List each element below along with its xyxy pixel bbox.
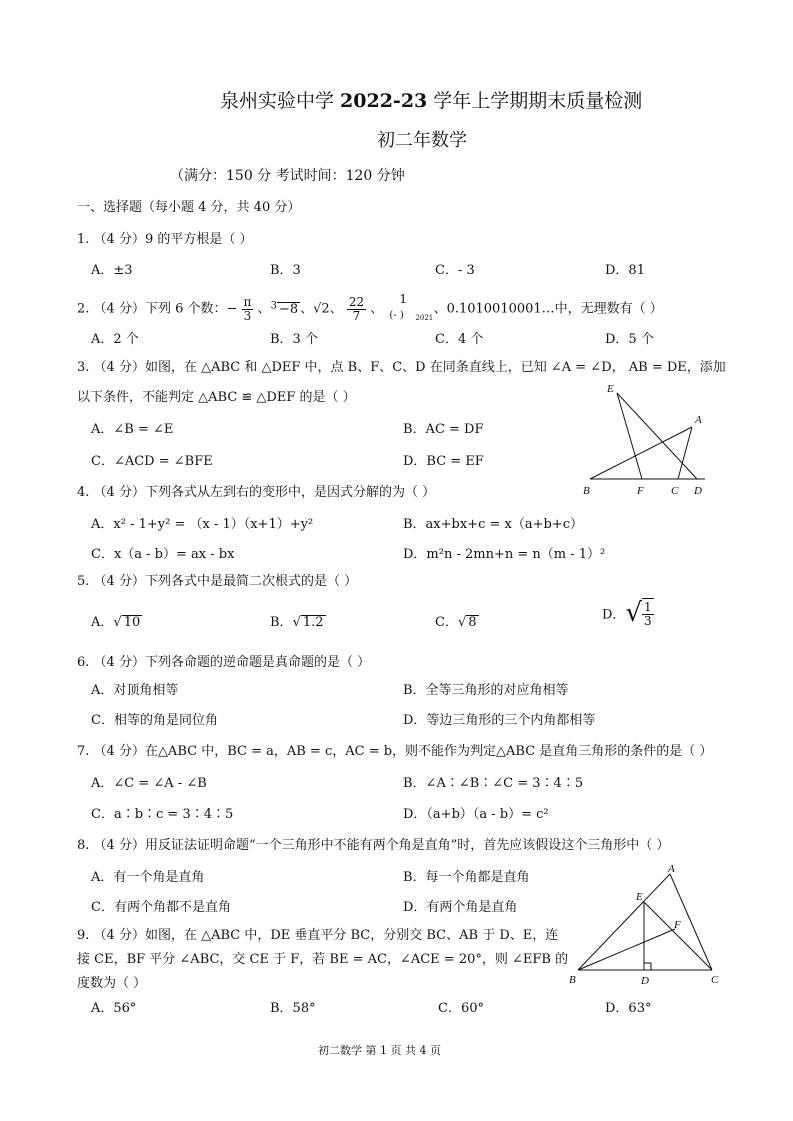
sep: 、 <box>329 301 343 317</box>
label-E: E <box>636 891 643 903</box>
q1-option-c[interactable]: C．- 3 <box>435 263 475 278</box>
option-letter: D． <box>602 607 626 623</box>
q5-option-c[interactable] <box>435 611 479 630</box>
question-4: 4. （4 分）下列各式从左到右的变形中，是因式分解的为（ ） <box>77 485 436 500</box>
q6-option-d[interactable]: D．等边三角形的三个内角都相等 <box>403 713 596 728</box>
q7-option-a[interactable]: A．∠C = ∠A - ∠B <box>91 776 207 791</box>
q2-option-c[interactable]: C．4 个 <box>435 332 484 347</box>
page-footer: 初二数学 第 1 页 共 4 页 <box>318 1044 441 1057</box>
q4-option-c[interactable]: C．x（a - b）= ax - bx <box>91 547 235 562</box>
section-heading: 一、选择题（每小题 4 分，共 40 分） <box>77 200 301 215</box>
q4-option-d[interactable]: D．m²n - 2mn+n = n（m - 1）² <box>403 547 606 562</box>
exam-meta: （满分：150 分 考试时间：120 分钟 <box>170 168 405 184</box>
question-6: 6. （4 分）下列各命题的逆命题是真命题的是（ ） <box>77 655 371 670</box>
q5-option-a[interactable] <box>91 611 142 630</box>
q9-option-a[interactable]: A．56° <box>91 1001 137 1016</box>
q6-option-b[interactable]: B．全等三角形的对应角相等 <box>403 683 569 698</box>
q1-option-d[interactable]: D．81 <box>605 263 645 278</box>
sep: 、 <box>257 301 271 317</box>
q8-option-b[interactable]: B．每一个角都是直角 <box>403 870 530 885</box>
label-A: A <box>695 414 702 426</box>
power-num: 1 <box>399 292 408 306</box>
q9-triangle-figure <box>560 862 730 990</box>
q7-option-c[interactable]: C．a∶b∶c = 3∶4∶5 <box>91 807 234 822</box>
label-E: E <box>607 383 614 395</box>
option-letter: C． <box>435 615 458 630</box>
radicand-fraction <box>642 598 654 628</box>
label-B: B <box>569 974 576 986</box>
q6-option-a[interactable]: A．对顶角相等 <box>91 683 179 698</box>
label-F: F <box>637 485 644 497</box>
q2-option-a[interactable]: A．2 个 <box>91 332 139 347</box>
exam-title <box>220 86 642 113</box>
q3-option-d[interactable]: D．BC = EF <box>403 454 484 469</box>
question-9-line2: 接 CE，BF 平分 ∠ABC，交 CE 于 F，若 BE = AC，∠ACE = 20°，则 ∠EFB 的 <box>77 952 569 967</box>
option-letter: B． <box>270 615 293 630</box>
q3-option-c[interactable]: C．∠ACD = ∠BFE <box>91 454 213 469</box>
q1-option-a[interactable]: A．±3 <box>91 263 133 278</box>
title-exam: 学年上学期期末质量检测 <box>427 90 643 112</box>
q5-option-d[interactable] <box>602 598 654 628</box>
q9-option-d[interactable]: D．63° <box>605 1001 652 1016</box>
frac-den: 3 <box>644 614 652 628</box>
question-8: 8. （4 分）用反证法证明命题“一个三角形中不能有两个角是直角”时，首先应该假设这个三角形中（ ） <box>77 838 670 853</box>
sqrt-sign: √ <box>113 615 122 630</box>
radicand: 8 <box>468 615 477 630</box>
q4-option-b[interactable]: B．ax+bx+c = x（a+b+c） <box>403 517 583 532</box>
q7-option-b[interactable]: B．∠A∶∠B∶∠C = 3∶4∶5 <box>403 776 584 791</box>
exam-subtitle: 初二年数学 <box>377 130 467 151</box>
question-2 <box>77 294 663 324</box>
q3-option-a[interactable]: A．∠B = ∠E <box>91 422 174 437</box>
frac-num: π <box>243 294 252 309</box>
sqrt2: √2 <box>313 301 330 317</box>
q9-option-b[interactable]: B．58° <box>270 1001 316 1016</box>
q3-triangle-figure <box>575 378 720 500</box>
q1-option-b[interactable]: B．3 <box>270 263 301 278</box>
q4-option-a[interactable]: A．x² - 1+y² = （x - 1）（x+1）+y² <box>91 517 314 532</box>
radicand: 10 <box>123 615 141 630</box>
q2-option-b[interactable]: B．3 个 <box>270 332 318 347</box>
label-B: B <box>583 485 590 497</box>
question-3-line1: 3. （4 分）如图，在 △ABC 和 △DEF 中，点 B、F、C、D 在同条直线上，已知 ∠A = ∠D， AB = DE，添加 <box>77 360 726 375</box>
q8-option-a[interactable]: A．有一个角是直角 <box>91 870 205 885</box>
radicand: 1.2 <box>302 615 324 630</box>
title-school: 泉州实验中学 <box>220 90 341 112</box>
frac-num: 22 <box>348 294 365 309</box>
question-5: 5. （4 分）下列各式中是最简二次根式的是（ ） <box>77 574 358 589</box>
power-base: (- ) <box>389 310 404 321</box>
power-exp: 2021 <box>415 314 434 322</box>
q6-option-c[interactable]: C．相等的角是同位角 <box>91 713 218 728</box>
question-1: 1. （4 分）9 的平方根是（ ） <box>77 232 253 247</box>
label-D: D <box>694 485 702 497</box>
q2-lead: 2. （4 分）下列 6 个数：− <box>77 301 238 317</box>
q9-option-c[interactable]: C．60° <box>438 1001 484 1016</box>
q8-option-c[interactable]: C．有两个角都不是直角 <box>91 900 231 915</box>
frac-den: 7 <box>352 308 361 323</box>
title-year: 2022-23 <box>340 90 428 112</box>
q7-option-d[interactable]: D．（a+b）（a - b）= c² <box>403 807 549 822</box>
label-A: A <box>668 863 675 875</box>
sep: 、 <box>300 301 314 317</box>
q5-option-b[interactable] <box>270 611 326 630</box>
question-9-line1: 9. （4 分）如图，在 △ABC 中，DE 垂直平分 BC，分别交 BC、AB 于 D、E，连 <box>77 928 559 943</box>
neg-power <box>387 292 434 324</box>
frac-num: 1 <box>644 600 652 614</box>
sep: 、 <box>370 301 384 317</box>
sqrt-sign: √ <box>457 615 467 630</box>
sqrt-sign: √ <box>292 615 301 630</box>
question-3-line2: 以下条件，不能判定 △ABC ≌ △DEF 的是（ ） <box>77 390 356 405</box>
22-over-7 <box>347 296 366 323</box>
label-D: D <box>641 975 649 987</box>
cbrt-radicand: −8 <box>278 301 299 317</box>
cbrt-index: 3 <box>270 300 277 312</box>
sqrt-sign: √ <box>625 598 643 628</box>
question-7: 7. （4 分）在△ABC 中，BC = a，AB = c，AC = b，则不能作为判定△ABC 是直角三角形的条件的是（ ） <box>77 744 713 759</box>
q2-tail: 、0.1010010001…中，无理数有（ ） <box>433 301 663 317</box>
q3-option-b[interactable]: B．AC = DF <box>403 422 484 437</box>
q2-option-d[interactable]: D．5 个 <box>605 332 654 347</box>
q8-option-d[interactable]: D．有两个角是直角 <box>403 900 518 915</box>
pi-over-3 <box>242 296 254 323</box>
label-C: C <box>671 485 679 497</box>
question-9-line3: 度数为（ ） <box>77 976 147 991</box>
label-C: C <box>711 974 719 986</box>
label-F: F <box>674 919 681 931</box>
frac-den: 3 <box>243 308 252 323</box>
option-letter: A． <box>91 615 114 630</box>
